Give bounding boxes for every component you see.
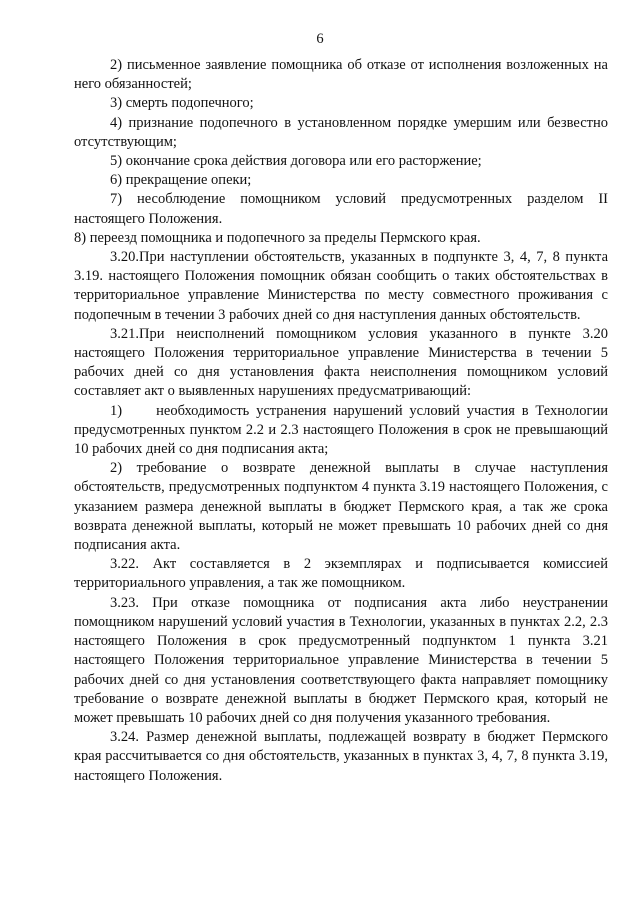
paragraph-item-3: 3) смерть подопечного; [110, 95, 254, 112]
paragraph-3-24: 3.24. Размер денежной выплаты, подлежащей возврату в бюджет Пермского края рассчитывается со дня обстоятельств, указанных в пунктах 3, 4, 7, 8 пункта 3.19, настоящего Положения. [74, 729, 608, 784]
paragraph-item-8: 8) переезд помощника и подопечного за пределы Пермского края. [74, 229, 481, 246]
paragraph-item-7: 7) несоблюдение помощником условий предусмотренных разделом II настоящего Положения. [74, 191, 608, 227]
paragraph-3-23: 3.23. При отказе помощника от подписания акта либо неустранении помощником нарушений условий участия в Технологии, указанных в пунктах 2.2, 2.3 настоящего Положения в срок предусмотренный подпунктом 1 пункта 3.21 настоящего Положения территориальное управление Министерства в течении 5 рабочих дней со дня установления соответствующего факта направляет помощнику требование о возврате денежной выплаты в бюджет Пермского края, который не может превышать 10 рабочих дней со дня получения указанного требования. [74, 594, 608, 726]
document-body [74, 56, 612, 786]
paragraph-item-5: 5) окончание срока действия договора или его расторжение; [110, 153, 482, 170]
paragraph-3-21-item-2: 2) требование о возврате денежной выплаты в случае наступления обстоятельств, предусмотренных подпунктом 4 пункта 3.19 настоящего Положения, с указанием размера денежной выплаты в бюджет Пермского края, а так же срока возврата денежной выплаты, который не может превышать 10 рабочих дней со дня подписания акта. [74, 460, 608, 554]
paragraph-item-6: 6) прекращение опеки; [110, 172, 252, 189]
paragraph-item-4: 4) признание подопечного в установленном порядке умершим или безвестно отсутствующим; [74, 114, 608, 150]
paragraph-item-2: 2) письменное заявление помощника об отказе от исполнения возложенных на него обязанностей; [74, 57, 608, 93]
page-number: 6 [316, 31, 324, 47]
paragraph-3-20: 3.20.При наступлении обстоятельств, указанных в подпункте 3, 4, 7, 8 пункта 3.19. настоящего Положения помощник обязан сообщить о таких обстоятельствах в территориальное управление Министерства по месту совместного проживания с подопечным в течении 3 рабочих дней со дня наступления данных обстоятельств. [74, 249, 608, 323]
paragraph-3-21: 3.21.При неисполнений помощником условия указанного в пункте 3.20 настоящего Положения территориальное управление Министерства в течении 5 рабочих дней со дня установления факта неисполнения помощником условий составляет акт о выявленных нарушениях предусматривающий: [74, 325, 608, 400]
paragraph-3-21-item-1: 1) необходимость устранения нарушений условий участия в Технологии предусмотренных пунктом 2.2 и 2.3 настоящего Положения в срок не превышающий 10 рабочих дней со дня подписания акта; [74, 402, 612, 458]
paragraph-3-22: 3.22. Акт составляется в 2 экземплярах и подписывается комиссией территориального управления, а так же помощником. [74, 556, 608, 592]
